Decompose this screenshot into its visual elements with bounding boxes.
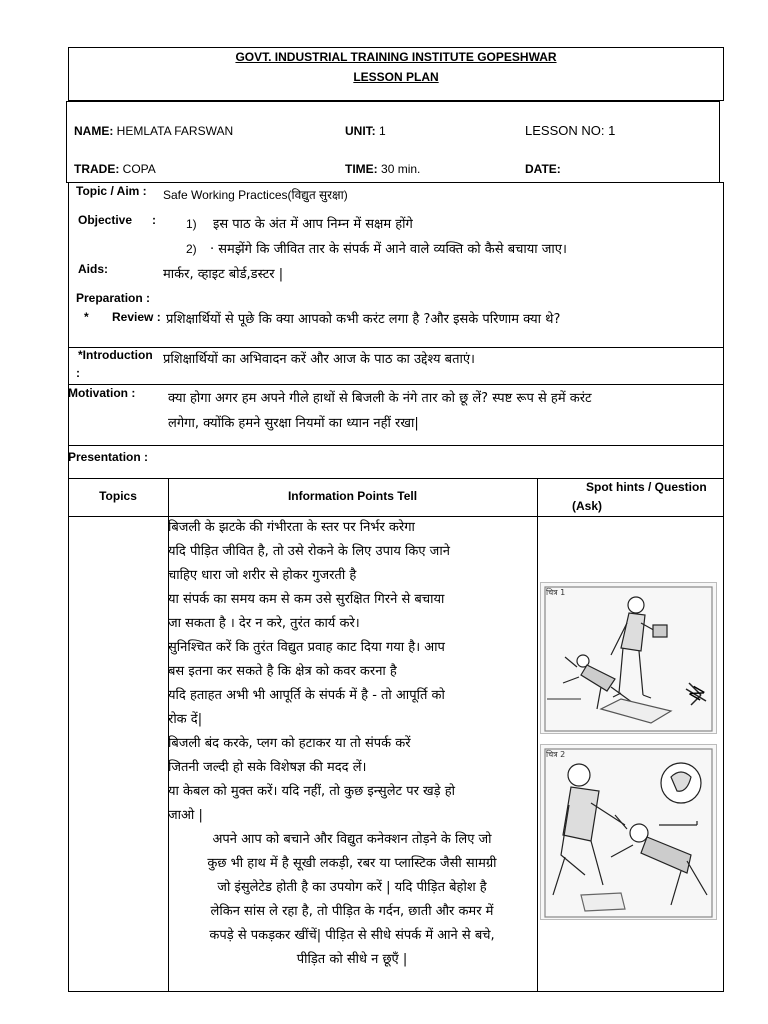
- presentation-box: [68, 445, 724, 479]
- info-line: या केबल को मुक्त करें। यदि नहीं, तो कुछ इन्सुलेट पर खड़े हो: [168, 784, 456, 799]
- figure-letter: N: [685, 682, 709, 704]
- review-bullet: *: [84, 310, 89, 324]
- info-lines: [168, 517, 536, 973]
- rescue-illustration-2: [541, 745, 718, 921]
- table-col-divider-2: [537, 478, 538, 992]
- info-line: बस इतना कर सकते है कि क्षेत्र को कवर करना है: [168, 664, 397, 679]
- aids-value: मार्कर, व्हाइट बोर्ड,डस्टर |: [163, 267, 284, 282]
- motivation-line-2: लगेगा, क्योंकि हमने सुरक्षा नियमों का ध्यान नहीं रखा|: [168, 416, 419, 431]
- motivation-line-1: क्या होगा अगर हम अपने गीले हाथों से बिजली के नंगे तार को छू लें? स्पष्ट रूप से हमें करंट: [168, 391, 592, 406]
- objective-item-1: इस पाठ के अंत में आप निम्न में सक्षम होंगे: [213, 217, 413, 232]
- name-field: [74, 124, 233, 138]
- motivation-label: Motivation :: [68, 386, 136, 400]
- info-line: रोक दें|: [168, 712, 203, 727]
- time-value: 30 min.: [381, 162, 421, 176]
- col-header-info: Information Points Tell: [287, 489, 418, 503]
- topic-value: Safe Working Practices(विद्युत सुरक्षा): [163, 188, 348, 202]
- col-header-topics: Topics: [99, 489, 137, 503]
- institute-title: GOVT. INDUSTRIAL TRAINING INSTITUTE GOPESHWAR: [235, 50, 557, 64]
- introduction-value: प्रशिक्षार्थियों का अभिवादन करें और आज के पाठ का उद्देश्य बताएं।: [163, 352, 475, 367]
- info-center-line: अपने आप को बचाने और विद्युत कनेक्शन तोड़ने के लिए जो: [212, 832, 492, 847]
- info-line: जितनी जल्दी हो सके विशेषज्ञ की मदद लें।: [168, 760, 367, 775]
- lesson-plan-title: LESSON PLAN: [353, 70, 439, 84]
- aids-label: Aids:: [78, 262, 108, 276]
- objective-item-2: · समझेंगे कि जीवित तार के संपर्क में आने वाले व्यक्ति को कैसे बचाया जाए।: [210, 242, 567, 257]
- preparation-label: Preparation :: [76, 291, 151, 305]
- objective-item-1-num: 1): [186, 217, 197, 231]
- figure-2-label: चित्र 2: [546, 750, 566, 759]
- topic-label: Topic / Aim :: [76, 184, 147, 198]
- info-line: सुनिश्चित करें कि तुरंत विद्युत प्रवाह काट दिया गया है। आप: [168, 640, 445, 655]
- col-header-spot-2: (Ask): [572, 499, 603, 513]
- col-header-spot-1: Spot hints / Question: [586, 480, 707, 494]
- name-label: NAME:: [74, 124, 114, 138]
- info-center-line: लेकिन सांस ले रहा है, तो पीड़ित के गर्दन, छाती और कमर में: [210, 904, 494, 919]
- figure-1: [540, 582, 717, 734]
- trade-label: TRADE:: [74, 162, 120, 176]
- info-center-line: जो इंसुलेटेड होती है का उपयोग करें | यदि पीड़ित बेहोश है: [217, 880, 487, 895]
- introduction-label: *Introduction: [78, 348, 153, 362]
- info-center-line: कपड़े से पकड़कर खींचें| पीड़ित से सीधे संपर्क में आने से बचे,: [209, 928, 495, 943]
- info-line: या संपर्क का समय कम से कम उसे सुरक्षित गिरने से बचाया: [168, 592, 445, 607]
- trade-field: [74, 162, 156, 176]
- info-line: जाओ |: [168, 808, 203, 823]
- info-center-line: पीड़ित को सीधे न छूएँ |: [296, 952, 408, 967]
- objective-label: Objective: [78, 213, 133, 227]
- figure-2: [540, 744, 717, 920]
- info-line: यदि पीड़ित जीवित है, तो उसे रोकने के लिए उपाय किए जाने: [168, 544, 450, 559]
- trade-value: COPA: [122, 162, 156, 176]
- unit-field: [345, 124, 386, 138]
- date-label: DATE:: [525, 162, 561, 176]
- unit-label: UNIT:: [345, 124, 376, 138]
- rescue-illustration-1: [541, 583, 718, 735]
- unit-value: 1: [379, 124, 386, 138]
- info-line: यदि हताहत अभी भी आपूर्ति के संपर्क में है - तो आपूर्ति को: [168, 688, 445, 703]
- lesson-no: LESSON NO: 1: [525, 123, 616, 138]
- info-center-line: कुछ भी हाथ में है सूखी लकड़ी, रबर या प्लास्टिक जैसी सामग्री: [207, 856, 497, 871]
- info-line: जा सकता है । देर न करे, तुरंत कार्य करे।: [168, 616, 360, 631]
- name-value: HEMLATA FARSWAN: [116, 124, 234, 138]
- info-line: चाहिए धारा जो शरीर से होकर गुजरती है: [168, 568, 357, 583]
- time-label: TIME:: [345, 162, 378, 176]
- objective-colon: :: [152, 213, 156, 227]
- figure-1-label: चित्र 1: [546, 588, 566, 597]
- review-value: प्रशिक्षार्थियों से पूछे कि क्या आपको कभी करंट लगा है ?और इसके परिणाम क्या थे?: [166, 312, 561, 327]
- introduction-colon: :: [76, 366, 80, 380]
- time-field: [345, 162, 420, 176]
- info-line: बिजली बंद करके, प्लग को हटाकर या तो संपर्क करें: [168, 736, 411, 751]
- info-line: बिजली के झटके की गंभीरता के स्तर पर निर्भर करेगा: [168, 520, 415, 535]
- review-label: Review :: [112, 310, 161, 324]
- objective-item-2-num: 2): [186, 242, 197, 256]
- presentation-label: Presentation :: [68, 450, 149, 464]
